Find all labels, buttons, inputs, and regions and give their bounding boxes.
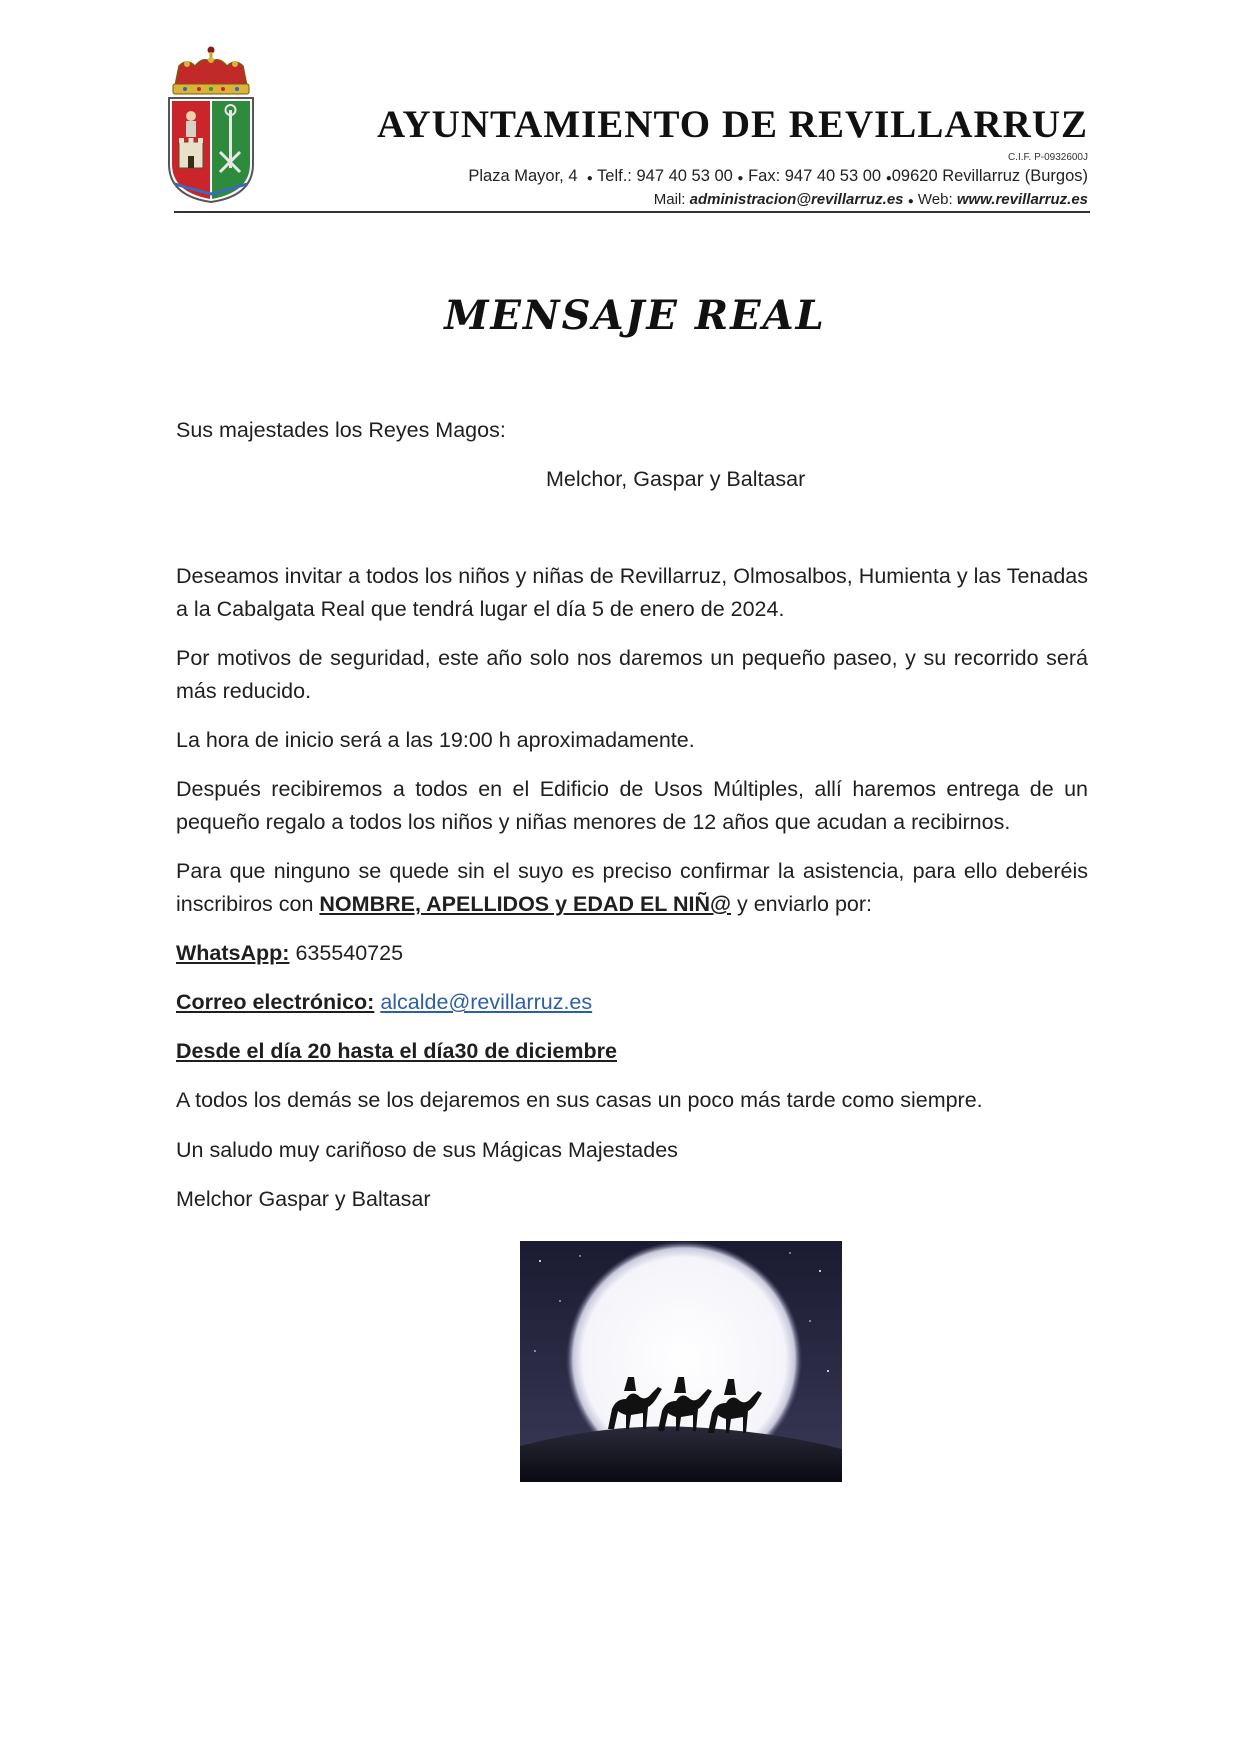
paragraph-gifts: Después recibiremos a todos en el Edificio de Usos Múltiples, allí haremos entrega de un pequeño regalo a todos los niños y niñas menores de 12 años que acudan a recibirnos. — [176, 777, 1088, 834]
whatsapp-label: WhatsApp: — [176, 941, 290, 965]
cif-number: C.I.F. P-0932600J — [1007, 152, 1088, 163]
phone-number: 947 40 53 00 — [636, 167, 733, 185]
website[interactable]: www.revillarruz.es — [956, 191, 1088, 208]
header-divider — [174, 211, 1090, 213]
phone-label: Telf.: — [597, 167, 632, 185]
bullet: ● — [586, 173, 593, 184]
document-title: MENSAJE REAL — [444, 292, 826, 339]
contact-web-line — [654, 191, 1088, 208]
address: Plaza Mayor, 4 — [468, 167, 578, 185]
email-line — [176, 986, 1088, 1019]
registration-text: Para que ninguno se quede sin el suyo es preciso confirmar la asistencia, para ello deberéis inscribiros con — [176, 859, 1088, 916]
email-link[interactable]: alcalde@revillarruz.es — [380, 990, 593, 1014]
registration-required-fields: NOMBRE, APELLIDOS y EDAD EL NIÑ@ — [319, 892, 731, 916]
closing-line: A todos los demás se los dejaremos en sus casas un poco más tarde como siempre. — [176, 1088, 983, 1112]
web-label: Web: — [917, 191, 953, 208]
whatsapp-number: 635540725 — [295, 941, 404, 965]
mail-address[interactable]: administracion@revillarruz.es — [689, 191, 904, 208]
whatsapp-line — [176, 937, 1088, 970]
greeting-line: Un saludo muy cariñoso de sus Mágicas Majestades — [176, 1138, 678, 1162]
organization-name: AYUNTAMIENTO DE REVILLARRUZ — [376, 103, 1088, 146]
paragraph-security: Por motivos de seguridad, este año solo nos daremos un pequeño paseo, y su recorrido será más reducido. — [176, 646, 1088, 703]
fax-number: 947 40 53 00 — [784, 167, 882, 185]
postal-address: 09620 Revillarruz (Burgos) — [891, 167, 1088, 185]
paragraph-start-time: La hora de inicio será a las 19:00 h aproximadamente. — [176, 728, 695, 752]
bullet: ● — [907, 196, 914, 207]
fax-label: Fax: — [748, 167, 781, 185]
salutation: Sus majestades los Reyes Magos: — [176, 418, 506, 442]
registration-dates: Desde el día 20 hasta el día30 de diciembre — [176, 1039, 617, 1063]
paragraph-registration — [176, 855, 1088, 921]
address-line — [468, 167, 1088, 186]
kings-names: Melchor, Gaspar y Baltasar — [546, 467, 806, 491]
mail-label: Mail: — [653, 191, 686, 208]
three-kings-illustration — [520, 1241, 842, 1482]
bullet: ● — [737, 173, 744, 184]
coat-of-arms-logo — [165, 44, 257, 204]
bullet: ● — [885, 173, 892, 184]
signature: Melchor Gaspar y Baltasar — [176, 1187, 431, 1211]
paragraph-invitation: Deseamos invitar a todos los niños y niñas de Revillarruz, Olmosalbos, Humienta y las Tenadas a la Cabalgata Real que tendrá lugar el día 5 de enero de 2024. — [176, 564, 1088, 621]
registration-text-end: y enviarlo por: — [736, 892, 873, 916]
email-label: Correo electrónico: — [176, 990, 375, 1014]
dates-line — [176, 1035, 1088, 1068]
